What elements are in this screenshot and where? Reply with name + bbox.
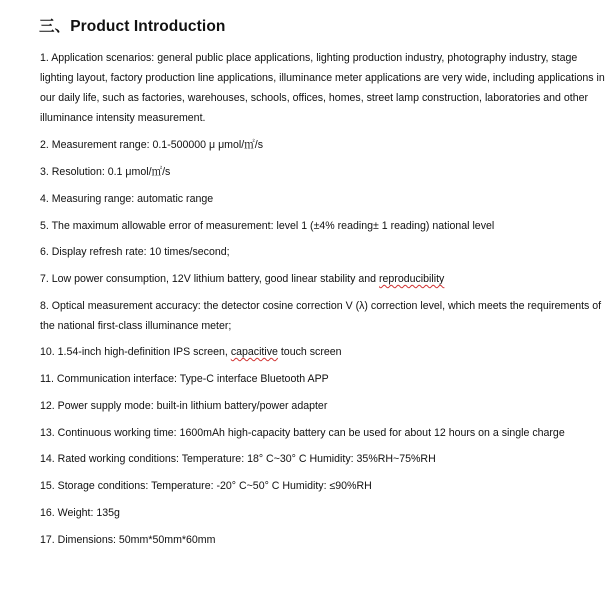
spec-item-storage-conditions: 15. Storage conditions: Temperature: -20° C~50° C Humidity: ≤90%RH <box>40 480 372 492</box>
spec-item-measuring-range: 4. Measuring range: automatic range <box>40 193 214 205</box>
spec-item-power-supply: 12. Power supply mode: built-in lithium battery/power adapter <box>40 400 328 412</box>
spec-item-screen: 10. 1.54-inch high-definition IPS screen, capacitive touch screen <box>40 346 342 358</box>
spec-item-power-consumption: 7. Low power consumption, 12V lithium battery, good linear stability and reproducibility <box>40 273 445 285</box>
spec-item-rated-conditions: 14. Rated working conditions: Temperature: 18° C~30° C Humidity: 35%RH~75%RH <box>40 453 436 465</box>
product-introduction-document <box>40 14 606 550</box>
spellcheck-underline: capacitive <box>230 346 278 358</box>
spec-item-dimensions: 17. Dimensions: 50mm*50mm*60mm <box>40 534 216 546</box>
spec-item-refresh-rate: 6. Display refresh rate: 10 times/second; <box>40 246 230 258</box>
spec-item-weight: 16. Weight: 135g <box>40 507 120 519</box>
spec-item-application-scenarios: 1. Application scenarios: general public place applications, lighting production industry, photography industry, stage lighting layout, factory production line applications, illuminance meter applications are very wide, including applications in our daily life, such as factories, warehouses, schools, offices, homes, street lamp construction, laboratories and other illuminance intensity measurement. <box>40 52 608 124</box>
spec-item-max-error: 5. The maximum allowable error of measurement: level 1 (±4% reading± 1 reading) national level <box>40 220 495 232</box>
spec-item-working-time: 13. Continuous working time: 1600mAh high-capacity battery can be used for about 12 hours on a single charge <box>40 427 565 439</box>
spellcheck-underline: reproducibility <box>379 273 445 285</box>
spec-item-optical-accuracy: 8. Optical measurement accuracy: the detector cosine correction V (λ) correction level, which meets the requirements of the national first-class illuminance meter; <box>40 300 605 332</box>
section-title: 三、Product Introduction <box>39 18 226 35</box>
spec-item-communication: 11. Communication interface: Type-C interface Bluetooth APP <box>40 373 329 385</box>
spec-item-measurement-range: 2. Measurement range: 0.1-500000 μ μmol/㎡/s <box>40 139 264 151</box>
spec-item-resolution: 3. Resolution: 0.1 μmol/㎡/s <box>40 166 171 178</box>
